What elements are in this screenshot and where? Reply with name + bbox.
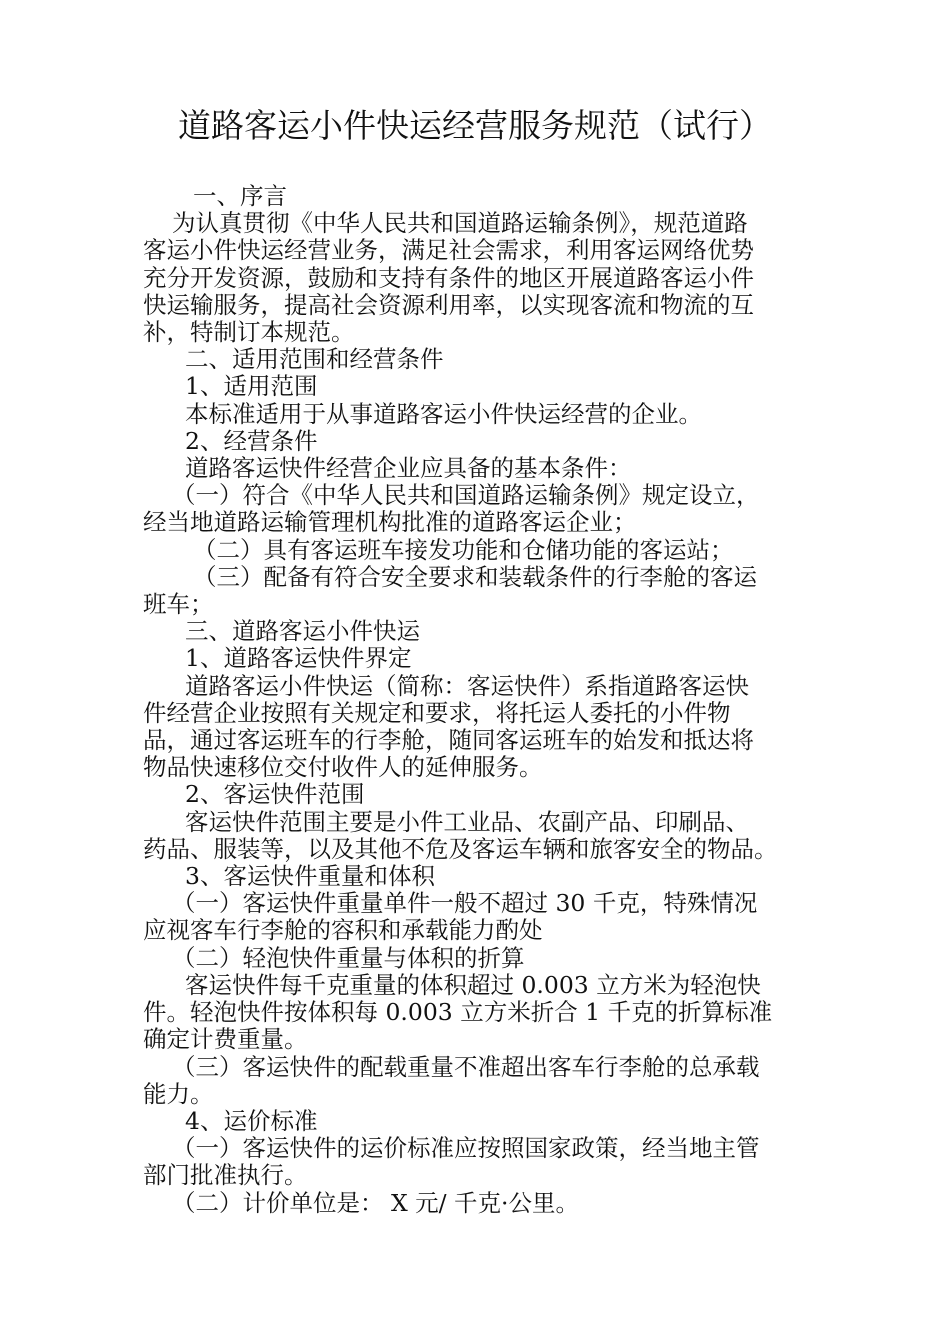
document-line: （一）客运快件的运价标准应按照国家政策，经当地主管: [172, 1134, 760, 1163]
document-title: 道路客运小件快运经营服务规范（试行）: [178, 106, 772, 145]
document-line: （二）计价单位是： X 元/ 千克·公里。: [172, 1188, 580, 1217]
document-line: 道路客运小件快运（简称：客运快件）系指道路客运快: [185, 671, 749, 700]
document-line: （三）客运快件的配载重量不准超出客车行李舱的总承载: [172, 1052, 760, 1081]
document-line: 班车；: [143, 590, 214, 619]
document-line: 为认真贯彻《中华人民共和国道路运输条例》，规范道路: [172, 209, 748, 238]
document-line: 件。轻泡快件按体积每 0.003 立方米折合 1 千克的折算标准: [143, 998, 773, 1027]
document-line: 2、经营条件: [185, 426, 318, 455]
document-line: 3、客运快件重量和体积: [185, 862, 435, 891]
document-line: 1、适用范围: [185, 372, 318, 401]
document-line: 件经营企业按照有关规定和要求，将托运人委托的小件物: [143, 698, 731, 727]
document-line: 物品快速移位交付收件人的延伸服务。: [143, 753, 543, 782]
document-line: 充分开发资源，鼓励和支持有条件的地区开展道路客运小件: [143, 263, 754, 292]
document-line: 能力。: [143, 1079, 214, 1108]
document-line: （三）配备有符合安全要求和装载条件的行李舱的客运: [193, 562, 757, 591]
document-line: 2、客运快件范围: [185, 780, 365, 809]
document-line: 部门批准执行。: [143, 1161, 308, 1190]
document-line: 客运快件范围主要是小件工业品、农副产品、印刷品、: [185, 807, 749, 836]
document-line: 经当地道路运输管理机构批准的道路客运企业；: [143, 508, 637, 537]
document-line: 1、道路客运快件界定: [185, 644, 412, 673]
document-body: [143, 183, 809, 1217]
document-line: 快运输服务，提高社会资源利用率，以实现客流和物流的互: [143, 290, 754, 319]
document-line: 药品、服装等，以及其他不危及客运车辆和旅客安全的物品。: [143, 834, 778, 863]
document-line: 三、道路客运小件快运: [185, 617, 420, 646]
document-line: 4、运价标准: [185, 1106, 318, 1135]
document-line: （二）轻泡快件重量与体积的折算: [172, 943, 525, 972]
document-line: 客运快件每千克重量的体积超过 0.003 立方米为轻泡快: [185, 970, 761, 999]
document-line: 道路客运快件经营企业应具备的基本条件：: [185, 454, 632, 483]
document-line: （二）具有客运班车接发功能和仓储功能的客运站；: [193, 535, 734, 564]
document-line: （一）客运快件重量单件一般不超过 30 千克，特殊情况: [172, 889, 758, 918]
document-line: （一）符合《中华人民共和国道路运输条例》规定设立，: [172, 481, 760, 510]
document-line: 客运小件快运经营业务，满足社会需求，利用客运网络优势: [143, 236, 754, 265]
document-line: 本标准适用于从事道路客运小件快运经营的企业。: [185, 399, 702, 428]
document-line: 品，通过客运班车的行李舱，随同客运班车的始发和抵达将: [143, 726, 754, 755]
document-line: 确定计费重量。: [143, 1025, 308, 1054]
document-line: 补，特制订本规范。: [143, 318, 355, 347]
document-line: 一、序言: [193, 182, 287, 210]
document-line: 应视客车行李舱的容积和承载能力酌处: [143, 916, 543, 945]
document-line: 二、适用范围和经营条件: [185, 345, 444, 374]
